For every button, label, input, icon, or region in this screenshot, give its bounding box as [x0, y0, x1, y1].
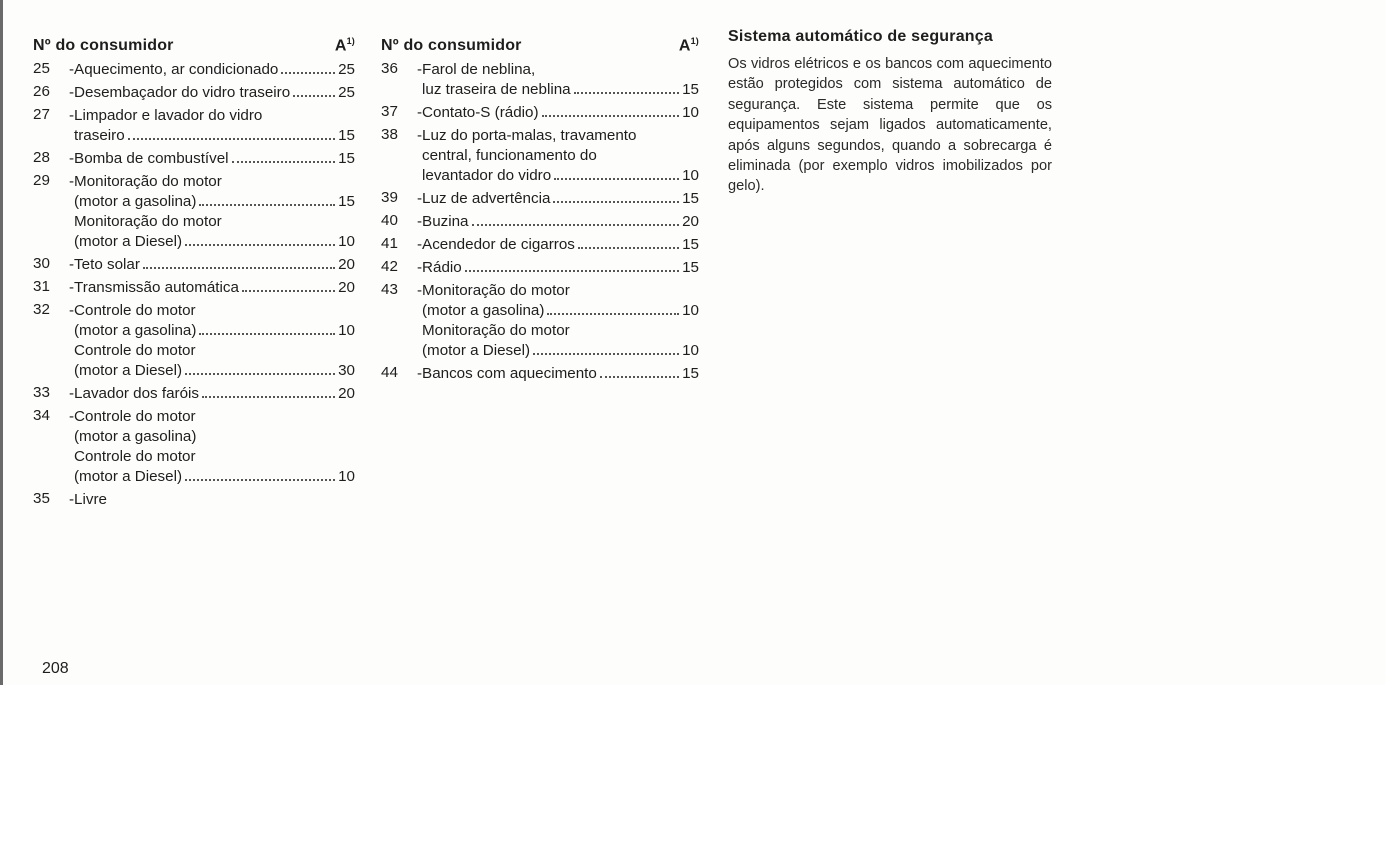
fuse-entry	[381, 189, 699, 209]
fuse-entry	[33, 278, 355, 298]
fuse-entry	[381, 281, 699, 361]
description-line	[417, 258, 699, 278]
consumer-name: Monitoração do motor	[74, 213, 222, 230]
ampere-value: 10	[338, 322, 355, 339]
dot-leader	[185, 478, 335, 481]
description-line	[69, 427, 355, 447]
description-line	[69, 321, 355, 341]
description-line	[69, 172, 355, 192]
fuse-description	[417, 364, 699, 384]
fuse-description	[69, 384, 355, 404]
description-line	[69, 192, 355, 212]
ampere-label: A	[334, 37, 347, 55]
fuse-number: 37	[381, 103, 398, 120]
table-header	[381, 36, 699, 60]
fuse-table-right	[381, 36, 699, 387]
ampere-value: 10	[338, 468, 355, 485]
fuse-entry	[381, 364, 699, 384]
description-line	[69, 341, 355, 361]
fuse-entry	[33, 106, 355, 146]
section-title: Sistema automático de segurança	[728, 28, 993, 45]
fuse-number: 40	[381, 212, 398, 229]
fuse-entry	[33, 172, 355, 252]
description-line	[69, 301, 355, 321]
description-line	[69, 361, 355, 381]
fuse-entry	[33, 83, 355, 103]
fuse-table-left	[33, 36, 355, 513]
consumer-name: traseiro	[74, 127, 125, 144]
dot-leader	[293, 94, 335, 97]
fuse-entry	[33, 255, 355, 275]
fuse-description	[417, 126, 699, 186]
consumer-name: central, funcionamento do	[422, 147, 597, 164]
consumer-name: Controle do motor	[74, 448, 196, 465]
consumer-name: (motor a gasolina)	[422, 302, 545, 319]
ampere-value: 15	[338, 193, 355, 210]
consumer-name: -Bomba de combustível	[69, 150, 229, 167]
fuse-number: 33	[33, 384, 50, 401]
ampere-value: 20	[682, 213, 699, 230]
description-line	[69, 490, 355, 510]
fuse-entry	[381, 126, 699, 186]
description-line	[417, 103, 699, 123]
column-label: Nº do consumidor	[381, 37, 522, 55]
ampere-value: 10	[682, 342, 699, 359]
ampere-value: 10	[682, 104, 699, 121]
description-line	[417, 60, 699, 80]
ampere-value: 15	[682, 259, 699, 276]
fuse-entry	[381, 258, 699, 278]
dot-leader	[199, 203, 335, 206]
ampere-value: 20	[338, 256, 355, 273]
consumer-name: -Monitoração do motor	[417, 282, 570, 299]
ampere-value: 15	[682, 81, 699, 98]
ampere-value: 20	[338, 279, 355, 296]
fuse-description	[69, 301, 355, 381]
fuse-number: 26	[33, 83, 50, 100]
ampere-value: 15	[338, 150, 355, 167]
description-line	[417, 364, 699, 384]
footnote-marker: 1)	[690, 36, 699, 46]
ampere-value: 10	[338, 233, 355, 250]
fuse-number: 43	[381, 281, 398, 298]
consumer-name: Monitoração do motor	[422, 322, 570, 339]
consumer-name: -Buzina	[417, 213, 469, 230]
dot-leader	[472, 223, 680, 226]
ampere-value: 25	[338, 61, 355, 78]
consumer-name: luz traseira de neblina	[422, 81, 571, 98]
consumer-name: -Controle do motor	[69, 302, 196, 319]
consumer-name: -Luz do porta-malas, travamento	[417, 127, 637, 144]
consumer-name: -Controle do motor	[69, 408, 196, 425]
fuse-description	[69, 172, 355, 252]
ampere-value: 15	[682, 190, 699, 207]
dot-leader	[143, 266, 335, 269]
fuse-description	[417, 235, 699, 255]
dot-leader	[600, 375, 679, 378]
fuse-entry	[33, 384, 355, 404]
dot-leader	[185, 243, 335, 246]
description-line	[69, 278, 355, 298]
consumer-name: (motor a Diesel)	[74, 468, 183, 485]
description-line	[417, 126, 699, 146]
ampere-column-label	[679, 36, 699, 55]
column-label: Nº do consumidor	[33, 37, 174, 55]
consumer-name: -Monitoração do motor	[69, 173, 222, 190]
fuse-number: 30	[33, 255, 50, 272]
description-line	[417, 281, 699, 301]
dot-leader	[574, 91, 680, 94]
description-line	[69, 232, 355, 252]
consumer-name: -Contato-S (rádio)	[417, 104, 539, 121]
consumer-name: -Farol de neblina,	[417, 61, 536, 78]
fuse-entry	[381, 235, 699, 255]
consumer-name: -Desembaçador do vidro traseiro	[69, 84, 291, 101]
fuse-entry	[33, 301, 355, 381]
description-line	[417, 146, 699, 166]
consumer-name: -Bancos com aquecimento	[417, 365, 597, 382]
consumer-name: Controle do motor	[74, 342, 196, 359]
fuse-number: 41	[381, 235, 398, 252]
consumer-name: levantador do vidro	[422, 167, 552, 184]
fuse-description	[417, 212, 699, 232]
fuse-number: 35	[33, 490, 50, 507]
consumer-name: -Luz de advertência	[417, 190, 551, 207]
dot-leader	[554, 177, 679, 180]
consumer-name: (motor a gasolina)	[74, 193, 197, 210]
table-header	[33, 36, 355, 60]
fuse-description	[69, 149, 355, 169]
page-binding-edge	[0, 0, 3, 685]
ampere-value: 15	[682, 236, 699, 253]
dot-leader	[199, 332, 335, 335]
fuse-number: 31	[33, 278, 50, 295]
fuse-description	[69, 60, 355, 80]
fuse-number: 29	[33, 172, 50, 189]
dot-leader	[553, 200, 679, 203]
description-line	[417, 166, 699, 186]
fuse-number: 32	[33, 301, 50, 318]
ampere-label: A	[678, 37, 691, 55]
dot-leader	[533, 352, 679, 355]
fuse-description	[417, 189, 699, 209]
consumer-name: -Rádio	[417, 259, 462, 276]
fuse-number: 34	[33, 407, 50, 424]
dot-leader	[185, 372, 335, 375]
consumer-name: -Aquecimento, ar condicionado	[69, 61, 279, 78]
fuse-entry	[33, 407, 355, 487]
dot-leader	[128, 137, 335, 140]
ampere-value: 15	[338, 127, 355, 144]
fuse-number: 38	[381, 126, 398, 143]
description-line	[69, 106, 355, 126]
safety-section	[728, 28, 1052, 197]
fuse-number: 27	[33, 106, 50, 123]
page-number: 208	[42, 660, 69, 677]
consumer-name: -Livre	[69, 491, 107, 508]
consumer-name: (motor a Diesel)	[74, 362, 183, 379]
consumer-name: -Limpador e lavador do vidro	[69, 107, 263, 124]
description-line	[69, 384, 355, 404]
ampere-value: 10	[682, 167, 699, 184]
dot-leader	[232, 160, 336, 163]
fuse-number: 44	[381, 364, 398, 381]
description-line	[69, 212, 355, 232]
description-line	[69, 255, 355, 275]
consumer-name: (motor a Diesel)	[422, 342, 531, 359]
fuse-number: 39	[381, 189, 398, 206]
ampere-value: 25	[338, 84, 355, 101]
fuse-description	[417, 258, 699, 278]
description-line	[417, 321, 699, 341]
dot-leader	[547, 312, 679, 315]
fuse-description	[69, 490, 355, 510]
fuse-description	[69, 255, 355, 275]
dot-leader	[578, 246, 679, 249]
fuse-description	[69, 407, 355, 487]
fuse-number: 42	[381, 258, 398, 275]
dot-leader	[242, 289, 335, 292]
fuse-description	[69, 83, 355, 103]
ampere-value: 20	[338, 385, 355, 402]
fuse-entry	[33, 60, 355, 80]
description-line	[417, 189, 699, 209]
fuse-number: 36	[381, 60, 398, 77]
consumer-name: (motor a gasolina)	[74, 428, 197, 445]
consumer-name: -Teto solar	[69, 256, 140, 273]
dot-leader	[202, 395, 335, 398]
fuse-description	[417, 281, 699, 361]
description-line	[69, 126, 355, 146]
description-line	[417, 235, 699, 255]
description-line	[69, 149, 355, 169]
description-line	[69, 407, 355, 427]
fuse-entry	[381, 60, 699, 100]
dot-leader	[542, 114, 680, 117]
consumer-name: -Transmissão automática	[69, 279, 239, 296]
fuse-description	[69, 106, 355, 146]
consumer-name: -Lavador dos faróis	[69, 385, 200, 402]
description-line	[69, 447, 355, 467]
fuse-description	[417, 103, 699, 123]
fuse-entry	[33, 149, 355, 169]
description-line	[417, 80, 699, 100]
consumer-name: (motor a gasolina)	[74, 322, 197, 339]
fuse-description	[69, 278, 355, 298]
ampere-column-label	[335, 36, 355, 55]
fuse-description	[417, 60, 699, 100]
description-line	[417, 341, 699, 361]
section-text: Os vidros elétricos e os bancos com aquecimento estão protegidos com sistema automático de segurança. Este sistema permite que os equipamentos sejam ligados automaticamente, após alguns segundos, quando a sobrecarga é eliminada (por exemplo vidros imobilizados por gelo).	[728, 56, 1052, 195]
fuse-entry	[381, 103, 699, 123]
footnote-marker: 1)	[346, 36, 355, 46]
ampere-value: 15	[682, 365, 699, 382]
fuse-entry	[381, 212, 699, 232]
consumer-name: -Acendedor de cigarros	[417, 236, 575, 253]
dot-leader	[465, 269, 679, 272]
dot-leader	[281, 71, 335, 74]
fuse-number: 28	[33, 149, 50, 166]
ampere-value: 30	[338, 362, 355, 379]
description-line	[417, 212, 699, 232]
description-line	[69, 60, 355, 80]
description-line	[69, 83, 355, 103]
description-line	[69, 467, 355, 487]
fuse-number: 25	[33, 60, 50, 77]
consumer-name: (motor a Diesel)	[74, 233, 183, 250]
description-line	[417, 301, 699, 321]
ampere-value: 10	[682, 302, 699, 319]
fuse-entry	[33, 490, 355, 510]
